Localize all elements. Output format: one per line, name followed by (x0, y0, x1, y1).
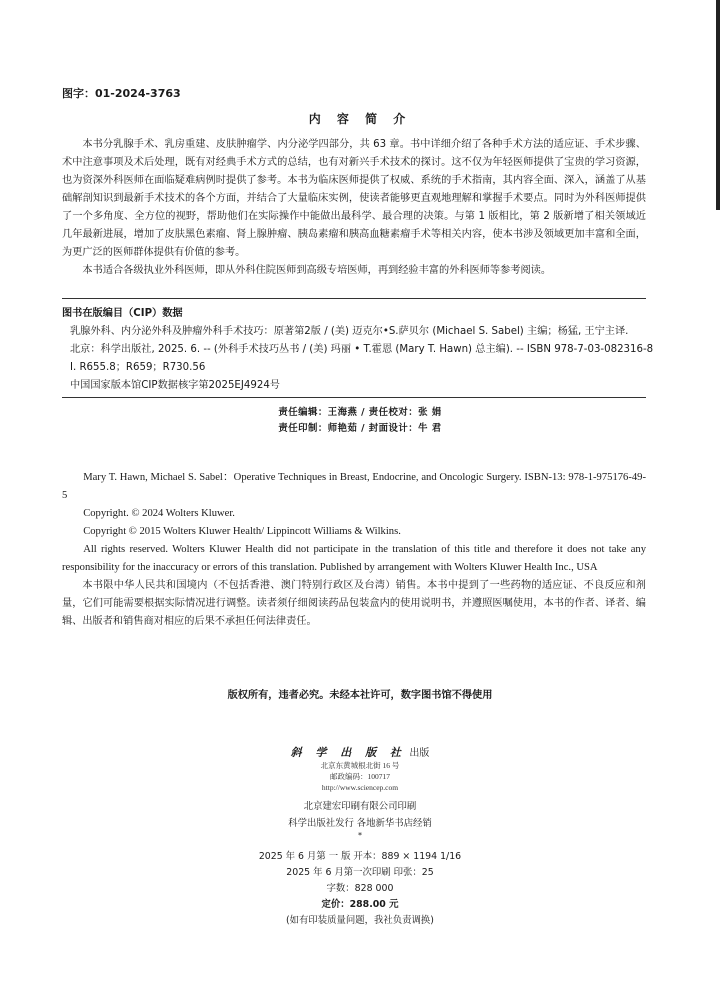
editors-line-1: 责任编辑：王海燕 / 责任校对：张 娟 (278, 407, 442, 418)
copyright-paragraph: Copyright © 2015 Wolters Kluwer Health/ Lippincott Williams & Wilkins. (83, 526, 401, 537)
quality-note: (如有印装质量问题，我社负责调换) (286, 915, 434, 926)
publisher-postcode: 邮政编码：100717 (330, 772, 390, 781)
publisher-name-suffix: 出版 (409, 748, 430, 759)
distributor: 科学出版社发行 各地新华书店经销 (288, 818, 432, 829)
copyright-paragraph: Copyright. © 2024 Wolters Kluwer. (83, 508, 235, 519)
registration-number: 图字：01-2024-3763 (62, 87, 181, 100)
cip-bottom-rule (62, 397, 646, 398)
summary-body (62, 136, 646, 280)
cip-block (62, 305, 652, 395)
separator-asterisk: * (358, 831, 362, 840)
publisher-name-line (0, 744, 720, 760)
cip-line: 乳腺外科、内分泌外科及肿瘤外科手术技巧：原著第2版 / (美) 迈克尔•S.萨贝尔 (Michael S. Sabel) 主编；杨猛, 王宁主译. (70, 326, 629, 337)
price: 定价：288.00 元 (321, 899, 399, 910)
edition-line: 2025 年 6 月第 一 版 开本：889 × 1194 1/16 (258, 851, 462, 862)
printing-line: 2025 年 6 月第一次印刷 印张：25 (286, 867, 434, 878)
cip-line: 北京：科学出版社, 2025. 6. -- (外科手术技巧丛书 / (美) 玛丽 • T.霍恩 (Mary T. Hawn) 总主编). -- ISBN 978-7-03-082316-8 (70, 344, 654, 355)
cip-line: Ⅰ. R655.8；R659；R730.56 (70, 362, 206, 373)
copyright-paragraph: Mary T. Hawn, Michael S. Sabel：Operative Techniques in Breast, Endocrine, and Oncologic Surgery. ISBN-13: 978-1-975176-49-5 (62, 472, 646, 501)
summary-paragraph: 本书分乳腺手术、乳房重建、皮肤肿瘤学、内分泌学四部分，共 63 章。书中详细介绍了各种手术方法的适应证、手术步骤、术中注意事项及术后处理，既有对经典手术方式的总结，也有对新兴手术技术的探讨。这不仅为年轻医师提供了宝贵的学习资源，也为资深外科医师在面临疑难病例时提供了参考。本书为临床医师提供了权威、系统的手术指南，其内容全面、深入，涵盖了从基础解剖知识到最新手术技术的各个方面，并结合了大量临床实例，使读者能够更直观地理解和掌握手术要点。同时为外科医师提供了一个多角度、全方位的视野，帮助他们在实际操作中能做出最科学、最合理的决策。与第 1 版相比，第 2 版新增了相关领域近几年最新进展，增加了皮肤黑色素瘤、肾上腺肿瘤、胰岛素瘤和胰高血糖素瘤手术等相关内容，使本书涉及领域更加丰富和全面，为更广泛的医师群体提供有价值的参考。 (62, 139, 646, 258)
page-edge-strip (716, 0, 720, 210)
summary-paragraph: 本书适合各级执业外科医师，即从外科住院医师到高级专培医师，再到经验丰富的外科医师等参考阅读。 (82, 265, 552, 276)
cip-top-rule (62, 298, 646, 299)
editors-line-2: 责任印制：师艳茹 / 封面设计：牛 君 (278, 423, 442, 434)
sales-notice: 本书限中华人民共和国境内（不包括香港、澳门特别行政区及台湾）销售。本书中提到了一些药物的适应证、不良反应和剂量，它们可能需要根据实际情况进行调整。读者须仔细阅读药品包装盒内的使用说明书，并遵照医嘱使用，本书的作者、译者、编辑、出版者和销售商对相应的后果不承担任何法律责任。 (62, 580, 646, 627)
publisher-name: 斜 学 出 版 社 (290, 746, 406, 759)
rights-notice: 版权所有，违者必究。未经本社许可，数字图书馆不得使用 (227, 690, 493, 701)
cip-heading: 图书在版编目（CIP）数据 (62, 308, 183, 319)
cip-line: 中国国家版本馆CIP数据核字第2025EJ4924号 (70, 380, 280, 391)
copyright-block (62, 469, 646, 631)
word-count: 字数：828 000 (326, 883, 394, 894)
summary-title: 内 容 简 介 (308, 112, 412, 126)
publisher-address: 北京东黄城根北街 16 号 (320, 761, 400, 770)
printer: 北京建宏印刷有限公司印刷 (303, 801, 417, 812)
publisher-block (0, 744, 720, 793)
copyright-paragraph: All rights reserved. Wolters Kluwer Health did not participate in the translation of this title and therefore it does not take any responsibility for the inaccuracy or errors of this translation. Published by arrangement with Wolters Kluwer Health Inc., USA (62, 544, 646, 573)
publisher-website: http://www.sciencep.com (321, 783, 399, 792)
